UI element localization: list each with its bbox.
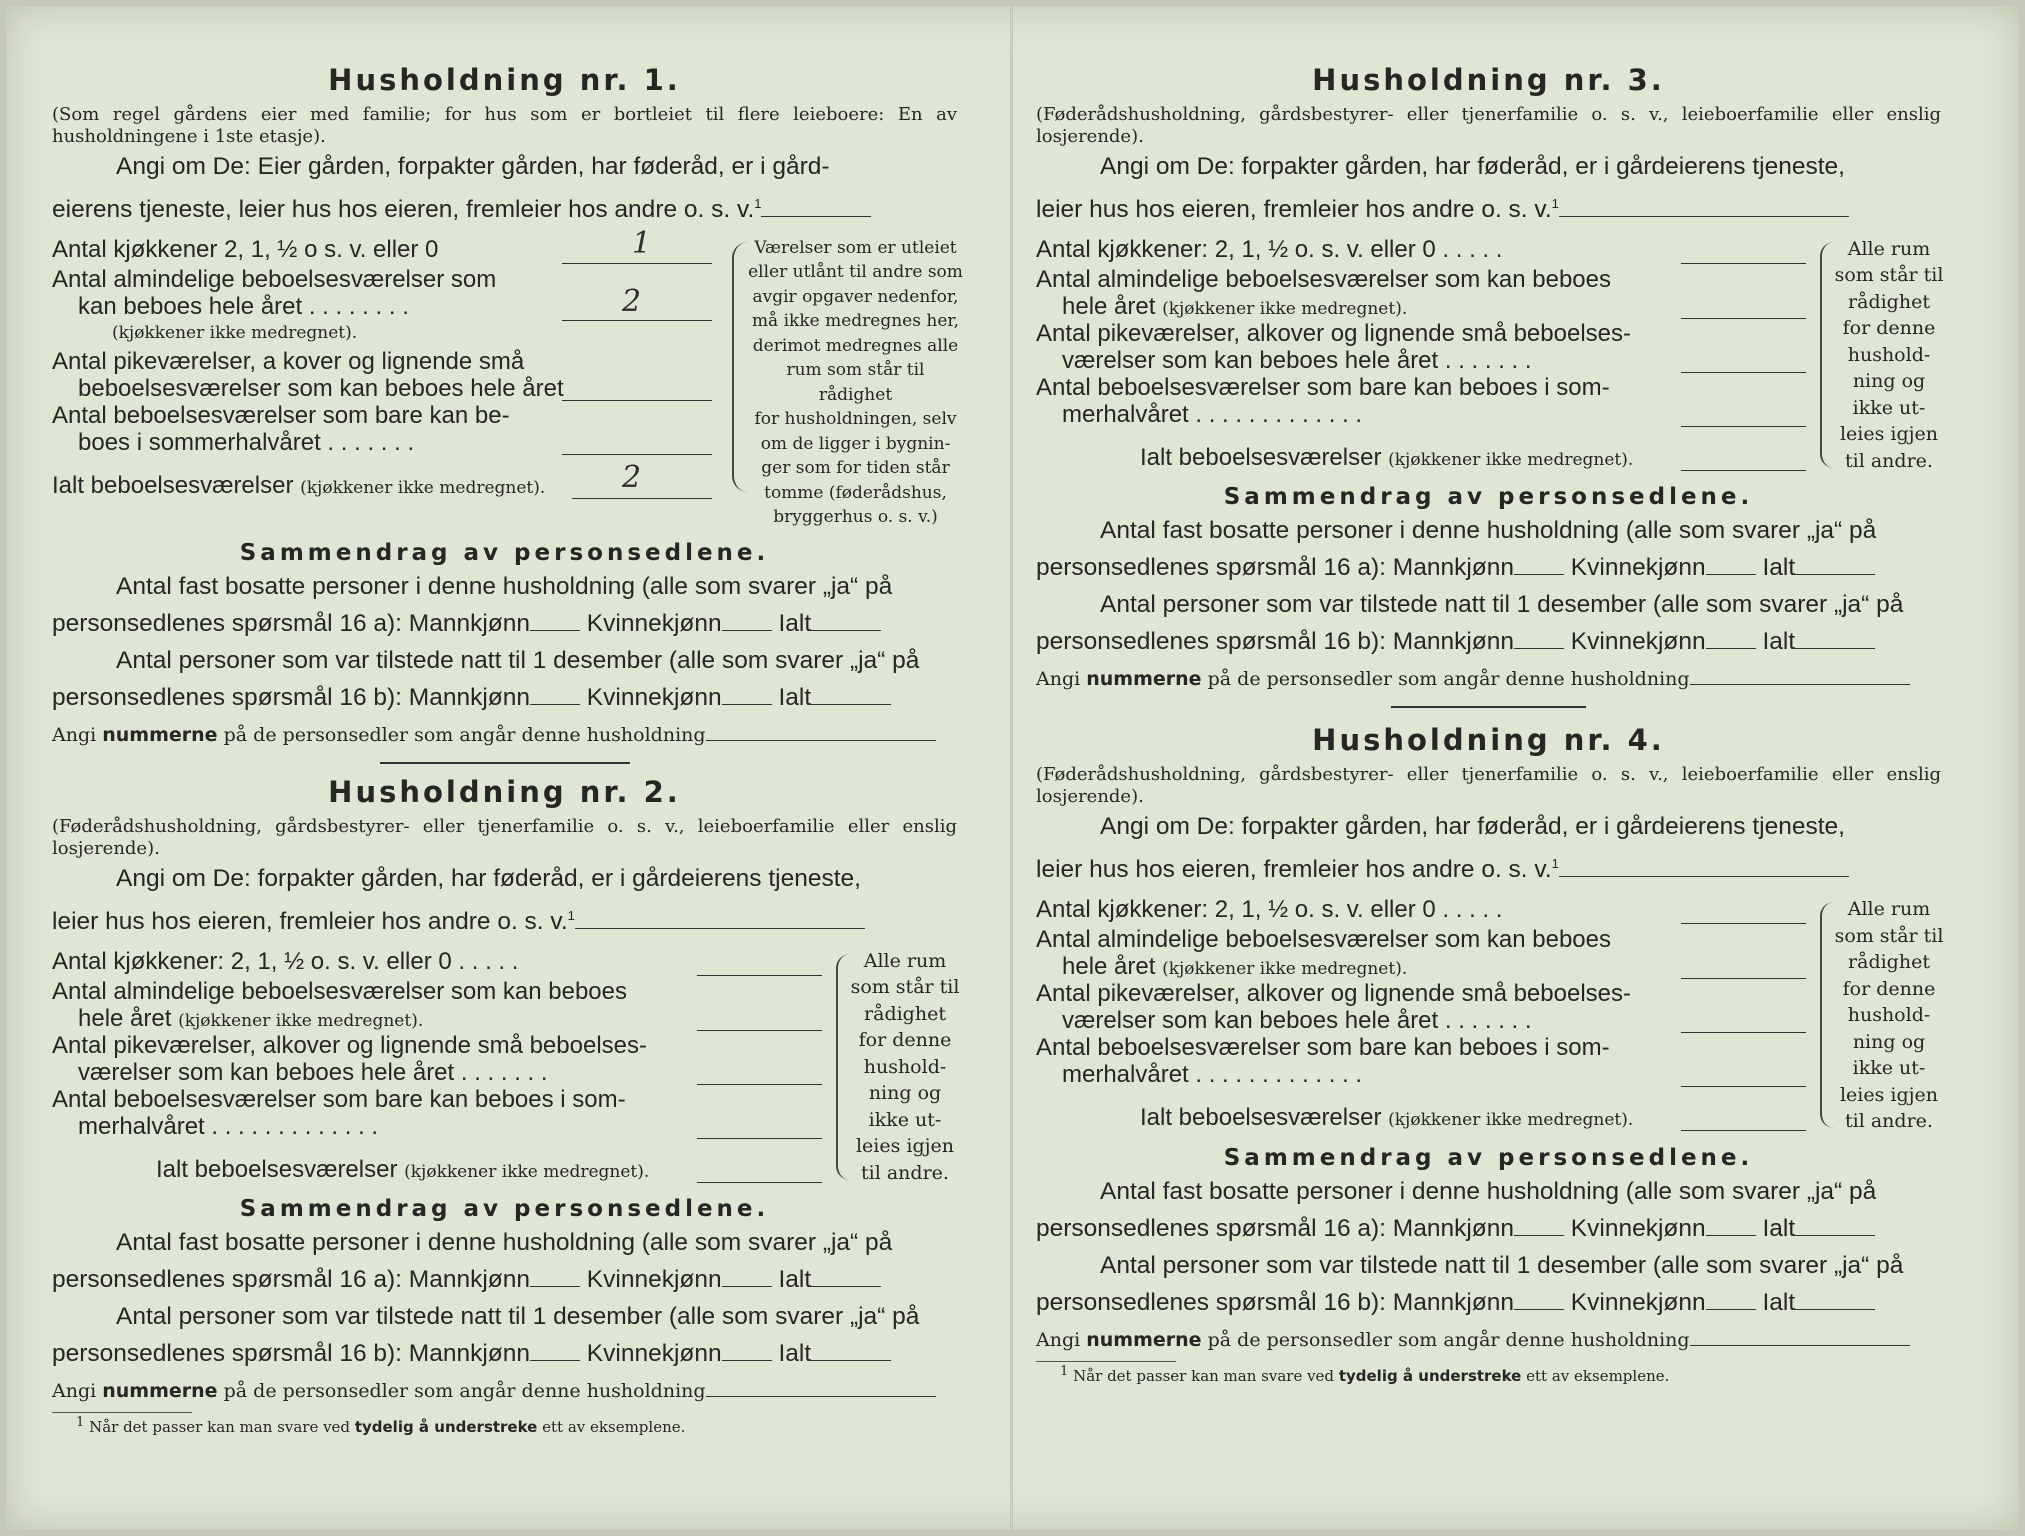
- household-4-room-grid: [1036, 896, 1944, 1135]
- household-1-angi-line1: Angi om De: Eier gården, forpakter gården, har føderåd, er i gård-: [116, 152, 830, 180]
- hh2-summary-line2: personsedlenes spørsmål 16 a): Mannkjønn Kvinnekjønn Ialt: [52, 1261, 957, 1298]
- hh1-angi-numbers: Angi nummerne på de personsedler som angår denne husholdning: [52, 720, 957, 750]
- hh3-a-female-field[interactable]: [1706, 574, 1756, 575]
- hh2-summer-rooms-field[interactable]: [697, 1138, 822, 1139]
- hh2-summary-line3: Antal personer som var tilstede natt til 1 desember (alle som svarer „ja“ på: [116, 1303, 920, 1331]
- hh4-rooms-row: Antal almindelige beboelsesværelser som kan beboes hele året (kjøkkener ikke medregnet).: [1036, 926, 1806, 980]
- hh2-maid-rooms-field[interactable]: [697, 1084, 822, 1085]
- hh2-kitchens-row: Antal kjøkkener: 2, 1, ½ o. s. v. eller 0 . . . . .: [52, 948, 822, 978]
- hh1-kitchens-field[interactable]: [562, 263, 712, 264]
- household-3-angi-line2: leier hus hos eieren, fremleier hos andre o. s. v.$^1$: [1036, 185, 1941, 228]
- hh2-summer-rooms-row: Antal beboelsesværelser som bare kan beboes i som- merhalvåret . . . . . . . . . . . . .: [52, 1086, 822, 1156]
- hh2-rooms-row: Antal almindelige beboelsesværelser som kan beboes hele året (kjøkkener ikke medregnet).: [52, 978, 822, 1032]
- hh3-kitchens-row: Antal kjøkkener: 2, 1, ½ o. s. v. eller 0 . . . . .: [1036, 236, 1806, 266]
- household-3-angi-line1: Angi om De: forpakter gården, har føderåd, er i gårdeierens tjeneste,: [1100, 152, 1845, 180]
- hh2-a-total-field[interactable]: [811, 1286, 881, 1287]
- hh4-rooms-field[interactable]: [1681, 978, 1806, 979]
- hh1-a-male-field[interactable]: [530, 630, 580, 631]
- hh3-summer-rooms-row: Antal beboelsesværelser som bare kan beboes i som- merhalvåret . . . . . . . . . . . . .: [1036, 374, 1806, 444]
- hh3-brace: [1820, 242, 1834, 468]
- hh1-rooms-field[interactable]: [562, 320, 712, 321]
- hh1-a-total-field[interactable]: [811, 630, 881, 631]
- hh2-summary-title: Sammendrag av personsedlene.: [239, 1196, 770, 1223]
- hh1-rooms-row: Antal almindelige beboelsesværelser som kan beboes hele året . . . . . . . . (kjøkkener ikke medregnet). 2: [52, 266, 712, 348]
- hh4-summary-line1: Antal fast bosatte personer i denne husholdning (alle som svarer „ja“ på: [1100, 1177, 1877, 1205]
- household-2-title: Husholdning nr. 2.: [328, 774, 681, 809]
- hh1-summary-line1: Antal fast bosatte personer i denne husholdning (alle som svarer „ja“ på: [116, 572, 893, 600]
- hh3-summary-line4: personsedlenes spørsmål 16 b): Mannkjønn Kvinnekjønn Ialt: [1036, 623, 1941, 660]
- hh2-kitchens-field[interactable]: [697, 975, 822, 976]
- household-1-room-grid: [52, 225, 963, 530]
- page-fold: [1010, 6, 1013, 1530]
- hh1-b-total-field[interactable]: [811, 704, 891, 705]
- household-3-title: Husholdning nr. 3.: [1312, 63, 1665, 97]
- hh3-b-total-field[interactable]: [1795, 648, 1875, 649]
- left-footnote: $^1$ Når det passer kan man svare ved tydelig å understreke ett av eksemplene.: [76, 1415, 686, 1437]
- hh3-summer-rooms-field[interactable]: [1681, 426, 1806, 427]
- household-3-note: (Føderådshusholdning, gårdsbestyrer- eller tjenerfamilie o. s. v., leieboerfamilie eller enslig losjerende).: [1036, 103, 1941, 147]
- hh3-separator: [1391, 706, 1586, 708]
- hh1-maid-rooms-field[interactable]: [562, 400, 712, 401]
- hh4-a-total-field[interactable]: [1795, 1235, 1875, 1236]
- hh4-summary-line4: personsedlenes spørsmål 16 b): Mannkjønn Kvinnekjønn Ialt: [1036, 1284, 1941, 1321]
- hh1-a-female-field[interactable]: [722, 630, 772, 631]
- hh3-angi-numbers: Angi nummerne på de personsedler som angår denne husholdning: [1036, 664, 1941, 694]
- hh1-summary-line3: Antal personer som var tilstede natt til 1 desember (alle som svarer „ja“ på: [116, 646, 920, 674]
- hh2-maid-rooms-row: Antal pikeværelser, alkover og lignende små beboelses- værelser som kan beboes hele året . . . . . . .: [52, 1032, 822, 1086]
- hh1-brace: [732, 242, 748, 492]
- hh3-summary-line1: Antal fast bosatte personer i denne husholdning (alle som svarer „ja“ på: [1100, 517, 1877, 545]
- hh1-side-note: Værelser som er utleiet eller utlånt til andre som avgir opgaver nedenfor, må ikke medregnes her, derimot medregnes alle rum som står til rådighet for husholdningen, selv om de ligger i bygnin- ger som for tiden står tomme (føderådshus, bryggerhus o. s. v.): [748, 237, 963, 528]
- hh2-rooms-field[interactable]: [697, 1030, 822, 1031]
- right-page: [1036, 62, 1944, 1386]
- hh2-summary-line4: personsedlenes spørsmål 16 b): Mannkjønn Kvinnekjønn Ialt: [52, 1335, 957, 1372]
- hh3-summary-line2: personsedlenes spørsmål 16 a): Mannkjønn Kvinnekjønn Ialt: [1036, 549, 1941, 586]
- hh1-total-answer: 2: [622, 459, 642, 495]
- hh1-b-male-field[interactable]: [530, 704, 580, 705]
- household-2-note: (Føderådshusholdning, gårdsbestyrer- eller tjenerfamilie o. s. v., leieboerfamilie eller enslig losjerende).: [52, 815, 957, 859]
- household-4: [1036, 722, 1944, 1354]
- hh3-summary-title: Sammendrag av personsedlene.: [1223, 484, 1754, 511]
- household-4-note: (Føderådshusholdning, gårdsbestyrer- eller tjenerfamilie o. s. v., leieboerfamilie eller enslig losjerende).: [1036, 764, 1941, 808]
- hh3-maid-rooms-row: Antal pikeværelser, alkover og lignende små beboelses- værelser som kan beboes hele året . . . . . . .: [1036, 320, 1806, 374]
- hh1-b-female-field[interactable]: [722, 704, 772, 705]
- hh2-a-male-field[interactable]: [530, 1286, 580, 1287]
- household-2-angi-line1: Angi om De: forpakter gården, har føderåd, er i gårdeierens tjeneste,: [116, 864, 861, 892]
- hh1-total-row: Ialt beboelsesværelser (kjøkkener ikke medregnet). 2: [52, 472, 712, 502]
- household-2-angi-line2: leier hus hos eieren, fremleier hos andre o. s. v.$^1$: [52, 897, 957, 940]
- hh2-summary-line1: Antal fast bosatte personer i denne husholdning (alle som svarer „ja“ på: [116, 1229, 893, 1257]
- hh4-b-male-field[interactable]: [1514, 1309, 1564, 1310]
- hh1-summer-rooms-field[interactable]: [562, 454, 712, 455]
- household-1: [52, 62, 963, 764]
- hh1-summary-line2: personsedlenes spørsmål 16 a): Mannkjønn Kvinnekjønn Ialt: [52, 605, 957, 642]
- hh2-numbers-field[interactable]: [706, 1396, 936, 1397]
- household-2: [52, 774, 960, 1406]
- household-3-room-grid: [1036, 235, 1944, 475]
- hh3-summary-line3: Antal personer som var tilstede natt til 1 desember (alle som svarer „ja“ på: [1100, 591, 1904, 619]
- hh4-summary-line2: personsedlenes spørsmål 16 a): Mannkjønn Kvinnekjønn Ialt: [1036, 1210, 1941, 1247]
- hh4-total-row: Ialt beboelsesværelser (kjøkkener ikke medregnet).: [1036, 1104, 1806, 1134]
- hh2-total-field[interactable]: [697, 1182, 822, 1183]
- hh2-b-female-field[interactable]: [722, 1360, 772, 1361]
- hh1-total-field[interactable]: [572, 498, 712, 499]
- hh4-maid-rooms-field[interactable]: [1681, 1032, 1806, 1033]
- hh3-total-field[interactable]: [1681, 470, 1806, 471]
- hh4-angi-numbers: Angi nummerne på de personsedler som angår denne husholdning: [1036, 1325, 1941, 1355]
- hh4-side-note: Alle rum som står til rådighet for denne hushold- ning og ikke ut- leies igjen til andre.: [1834, 898, 1944, 1133]
- hh4-summary-line3: Antal personer som var tilstede natt til 1 desember (alle som svarer „ja“ på: [1100, 1251, 1904, 1279]
- household-2-room-grid: [52, 947, 960, 1187]
- hh1-summary-title: Sammendrag av personsedlene.: [239, 539, 770, 566]
- household-1-note: (Som regel gårdens eier med familie; for hus som er bortleiet til flere leieboere: En av husholdningene i 1ste etasje).: [52, 103, 957, 147]
- hh3-side-note: Alle rum som står til rådighet for denne hushold- ning og ikke ut- leies igjen til andre.: [1834, 237, 1944, 472]
- household-1-title: Husholdning nr. 1.: [328, 63, 681, 97]
- hh4-a-female-field[interactable]: [1706, 1235, 1756, 1236]
- hh1-separator: [380, 762, 630, 764]
- hh4-kitchens-field[interactable]: [1681, 923, 1806, 924]
- household-4-title: Husholdning nr. 4.: [1312, 723, 1665, 758]
- hh4-numbers-field[interactable]: [1690, 1345, 1910, 1346]
- hh4-b-total-field[interactable]: [1795, 1309, 1875, 1310]
- hh2-b-total-field[interactable]: [811, 1360, 891, 1361]
- hh1-kitchens-answer: 1: [632, 225, 652, 261]
- hh1-summer-rooms-row: Antal beboelsesværelser som bare kan be- boes i sommerhalvåret . . . . . . .: [52, 402, 712, 472]
- hh4-summer-rooms-field[interactable]: [1681, 1086, 1806, 1087]
- hh2-angi-numbers: Angi nummerne på de personsedler som angår denne husholdning: [52, 1376, 957, 1406]
- hh3-rooms-row: Antal almindelige beboelsesværelser som kan beboes hele året (kjøkkener ikke medregnet).: [1036, 266, 1806, 320]
- hh2-brace: [836, 954, 850, 1180]
- hh2-side-note: Alle rum som står til rådighet for denne hushold- ning og ikke ut- leies igjen til andre.: [850, 949, 960, 1184]
- household-3: [1036, 62, 1944, 708]
- hh1-maid-rooms-row: Antal pikeværelser, a kover og lignende små beboelsesværelser som kan beboes hele året: [52, 348, 712, 402]
- household-4-angi-line1: Angi om De: forpakter gården, har føderåd, er i gårdeierens tjeneste,: [1100, 813, 1845, 841]
- hh1-summary-line4: personsedlenes spørsmål 16 b): Mannkjønn Kvinnekjønn Ialt: [52, 679, 957, 716]
- hh4-summary-title: Sammendrag av personsedlene.: [1223, 1144, 1754, 1171]
- household-4-angi-line2: leier hus hos eieren, fremleier hos andre o. s. v.$^1$: [1036, 845, 1941, 888]
- hh4-maid-rooms-row: Antal pikeværelser, alkover og lignende små beboelses- værelser som kan beboes hele året . . . . . . .: [1036, 980, 1806, 1034]
- hh4-summer-rooms-row: Antal beboelsesværelser som bare kan beboes i som- merhalvåret . . . . . . . . . . . . .: [1036, 1034, 1806, 1104]
- hh2-total-row: Ialt beboelsesværelser (kjøkkener ikke medregnet).: [52, 1156, 822, 1186]
- hh2-b-male-field[interactable]: [530, 1360, 580, 1361]
- hh2-a-female-field[interactable]: [722, 1286, 772, 1287]
- right-footnote: $^1$ Når det passer kan man svare ved tydelig å understreke ett av eksemplene.: [1060, 1363, 1670, 1385]
- hh4-b-female-field[interactable]: [1706, 1309, 1756, 1310]
- hh3-rooms-field[interactable]: [1681, 318, 1806, 319]
- left-page: [52, 62, 963, 1437]
- hh3-a-male-field[interactable]: [1514, 574, 1564, 575]
- hh3-b-female-field[interactable]: [1706, 648, 1756, 649]
- hh3-b-male-field[interactable]: [1514, 648, 1564, 649]
- hh4-total-field[interactable]: [1681, 1130, 1806, 1131]
- hh1-rooms-answer: 2: [622, 283, 642, 319]
- hh4-brace: [1820, 902, 1834, 1128]
- hh3-numbers-field[interactable]: [1690, 684, 1910, 685]
- hh3-a-total-field[interactable]: [1795, 574, 1875, 575]
- hh3-kitchens-field[interactable]: [1681, 263, 1806, 264]
- hh3-total-row: Ialt beboelsesværelser (kjøkkener ikke medregnet).: [1036, 444, 1806, 474]
- hh3-maid-rooms-field[interactable]: [1681, 372, 1806, 373]
- hh4-a-male-field[interactable]: [1514, 1235, 1564, 1236]
- hh1-kitchens-row: Antal kjøkkener 2, 1, ½ o s. v. eller 0 1: [52, 236, 712, 266]
- hh1-numbers-field[interactable]: [706, 740, 936, 741]
- hh4-kitchens-row: Antal kjøkkener: 2, 1, ½ o. s. v. eller 0 . . . . .: [1036, 896, 1806, 926]
- household-1-angi-line2: eierens tjeneste, leier hus hos eieren, fremleier hos andre o. s. v.$^1$: [52, 185, 957, 228]
